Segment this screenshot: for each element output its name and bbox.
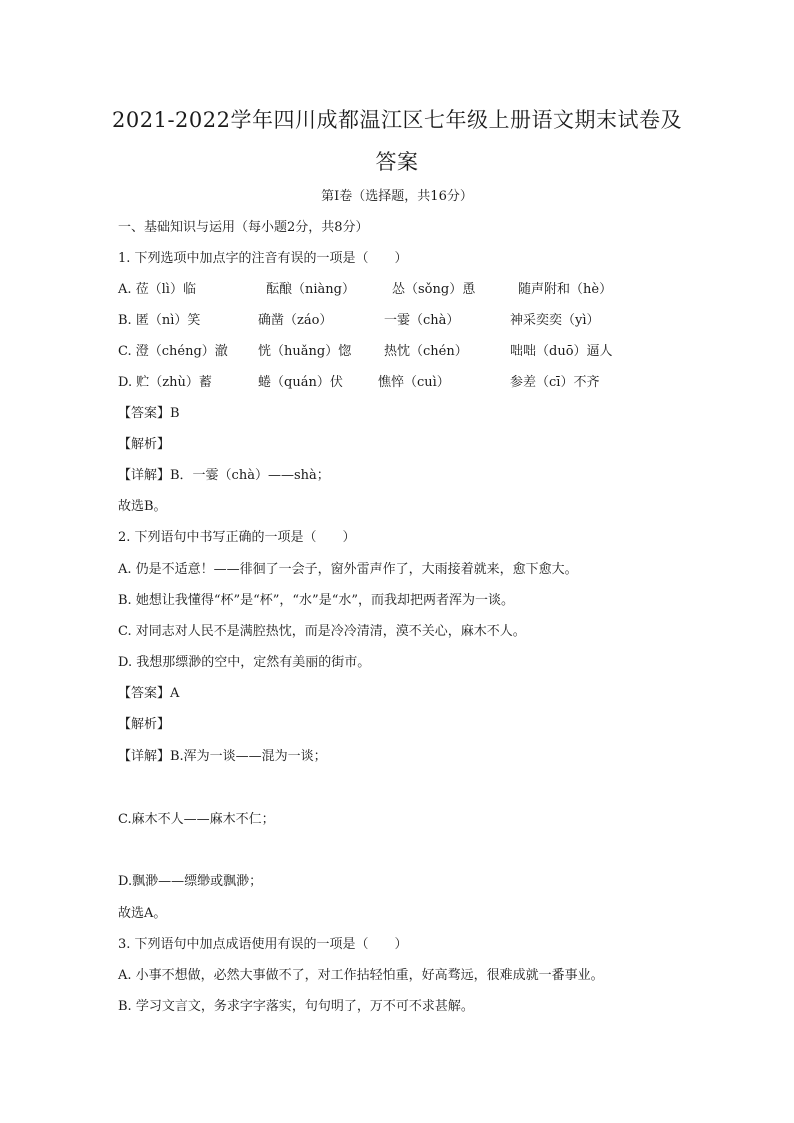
q2-conclusion: 故选A。 — [118, 906, 167, 921]
q2-option-c: C. 对同志对人民不是满腔热忱，而是冷冷清清，漠不关心，麻木不人。 — [118, 624, 526, 639]
q1-d-item3: 憔悴（cuì） — [378, 375, 450, 390]
q2-detail-b: 【详解】B.浑为一谈——混为一谈； — [118, 749, 327, 764]
volume-subtitle: 第Ⅰ卷（选择题，共16分） — [321, 189, 473, 204]
q3-option-a: A. 小事不想做，必然大事做不了，对工作拈轻怕重，好高骛远，很难成就一番事业。 — [118, 968, 604, 983]
q1-b-item3: 一霎（chà） — [384, 313, 460, 328]
q2-option-d: D. 我想那缥渺的空中，定然有美丽的街市。 — [118, 655, 371, 670]
document-title-line2: 答案 — [375, 150, 419, 174]
q3-option-b: B. 学习文言文，务求字字落实，句句明了，万不可不求甚解。 — [118, 999, 474, 1014]
q1-detail: 【详解】B．一霎（chà）——shà； — [118, 468, 330, 483]
q1-b-item4: 神采奕奕（yì） — [510, 313, 600, 328]
q1-b-item1: B. 匿（nì）笑 — [118, 313, 201, 328]
q1-a-item1: A. 莅（lì）临 — [118, 282, 196, 297]
q2-detail-c: C.麻木不人——麻木不仁； — [118, 812, 275, 827]
document-title-line1: 2021-2022学年四川成都温江区七年级上册语文期末试卷及 — [112, 108, 682, 132]
q1-b-item2: 确凿（záo） — [258, 313, 333, 328]
section-heading: 一、基础知识与运用（每小题2分，共8分） — [118, 220, 369, 235]
q2-option-b: B. 她想让我懂得“杯”是“杯”，“水”是“水”，而我却把两者浑为一谈。 — [118, 593, 514, 608]
q1-c-item4: 咄咄（duō）逼人 — [510, 344, 613, 359]
q1-c-item1: C. 澄（chéng）澈 — [118, 344, 228, 359]
q1-a-item4: 随声附和（hè） — [518, 282, 613, 297]
q1-d-item2: 蜷（quán）伏 — [258, 375, 343, 390]
q1-answer: 【答案】B — [118, 406, 180, 421]
q1-c-item2: 恍（huǎng）惚 — [258, 344, 352, 359]
q1-stem: 1. 下列选项中加点字的注音有误的一项是（ ） — [118, 251, 408, 266]
q2-analysis: 【解析】 — [118, 717, 171, 732]
q2-stem: 2. 下列语句中书写正确的一项是（ ） — [118, 530, 356, 545]
q3-stem: 3. 下列语句中加点成语使用有误的一项是（ ） — [118, 937, 408, 952]
q1-a-item3: 怂（sǒng）恿 — [392, 282, 476, 297]
q2-detail-d: D.飘渺——缥缈或飘渺； — [118, 874, 263, 889]
q1-a-item2: 酝酿（niàng） — [266, 282, 355, 297]
q1-d-item4: 参差（cī）不齐 — [510, 375, 600, 390]
q1-d-item1: D. 贮（zhù）蓄 — [118, 375, 212, 390]
q1-analysis: 【解析】 — [118, 437, 171, 452]
q2-answer: 【答案】A — [118, 686, 180, 701]
q2-option-a: A. 仍是不适意！——徘徊了一会子，窗外雷声作了，大雨接着就来，愈下愈大。 — [118, 562, 578, 577]
q1-c-item3: 热忱（chén） — [384, 344, 468, 359]
q1-conclusion: 故选B。 — [118, 499, 167, 514]
